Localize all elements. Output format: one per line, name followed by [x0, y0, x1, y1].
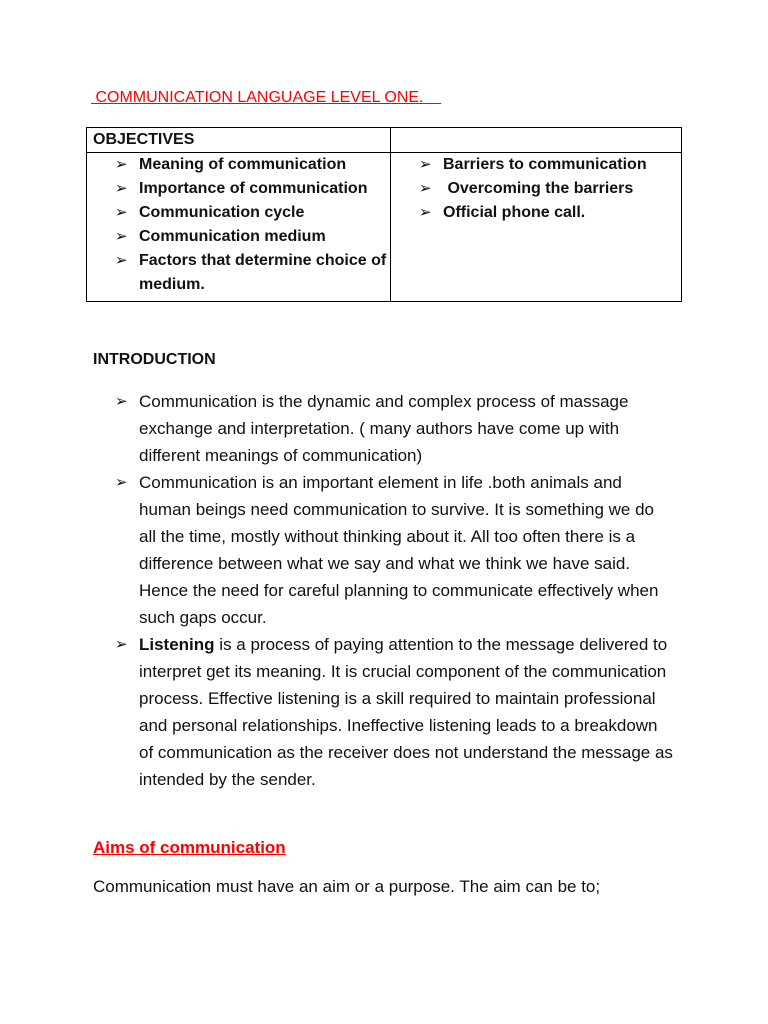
- arrow-bullet-icon: ➢: [115, 156, 128, 173]
- arrow-bullet-icon: ➢: [115, 204, 128, 221]
- arrow-bullet-icon: ➢: [419, 204, 432, 221]
- list-item: ➢ Communication is an important element in life .both animals and human beings need communication to survive. It is something we do all the time, mostly without thinking about it. All too often there is a difference between what we say and what we think we have said. Hence the need for careful planning to communicate effectively when such gaps occur.: [115, 469, 675, 631]
- arrow-bullet-icon: ➢: [115, 393, 128, 410]
- arrow-bullet-icon: ➢: [115, 474, 128, 491]
- arrow-bullet-icon: ➢: [419, 156, 432, 173]
- introduction-heading: INTRODUCTION: [93, 351, 216, 368]
- document-title: COMMUNICATION LANGUAGE LEVEL ONE.: [91, 89, 442, 106]
- objectives-header: OBJECTIVES: [87, 128, 391, 153]
- list-item: ➢ Communication is the dynamic and complex process of massage exchange and interpretation. ( many authors have come up with different meanings of communication): [115, 388, 675, 469]
- objectives-header-row: [87, 128, 682, 153]
- introduction-list: [115, 388, 675, 793]
- arrow-bullet-icon: ➢: [115, 636, 128, 653]
- objective-item: ➢ Barriers to communication: [391, 153, 681, 177]
- objectives-list-right: [391, 153, 681, 229]
- arrow-bullet-icon: ➢: [115, 228, 128, 245]
- objective-item: ➢ Factors that determine choice of medium.: [87, 249, 390, 297]
- objectives-col-2: [391, 153, 682, 302]
- objectives-header-empty: [391, 128, 682, 153]
- list-item: ➢ Listening is a process of paying attention to the message delivered to interpret get its meaning. It is crucial component of the communication process. Effective listening is a skill required to maintain professional and personal relationships. Ineffective listening leads to a breakdown of communication as the receiver does not understand the message as intended by the sender.: [115, 631, 675, 793]
- objective-item: ➢ Importance of communication: [87, 177, 390, 201]
- objectives-list-left: [87, 153, 390, 301]
- arrow-bullet-icon: ➢: [115, 180, 128, 197]
- arrow-bullet-icon: ➢: [115, 252, 128, 269]
- objective-item: ➢ Communication medium: [87, 225, 390, 249]
- objectives-body-row: [87, 153, 682, 302]
- aims-paragraph: Communication must have an aim or a purpose. The aim can be to;: [93, 877, 601, 896]
- objectives-table: [86, 127, 682, 302]
- objectives-col-1: [87, 153, 391, 302]
- aims-heading: Aims of communication: [93, 838, 286, 857]
- listening-keyword: Listening: [139, 635, 215, 654]
- objective-item: ➢ Meaning of communication: [87, 153, 390, 177]
- objective-item: ➢ Overcoming the barriers: [391, 177, 681, 201]
- arrow-bullet-icon: ➢: [419, 180, 432, 197]
- objective-item: ➢ Official phone call.: [391, 201, 681, 225]
- objective-item: ➢ Communication cycle: [87, 201, 390, 225]
